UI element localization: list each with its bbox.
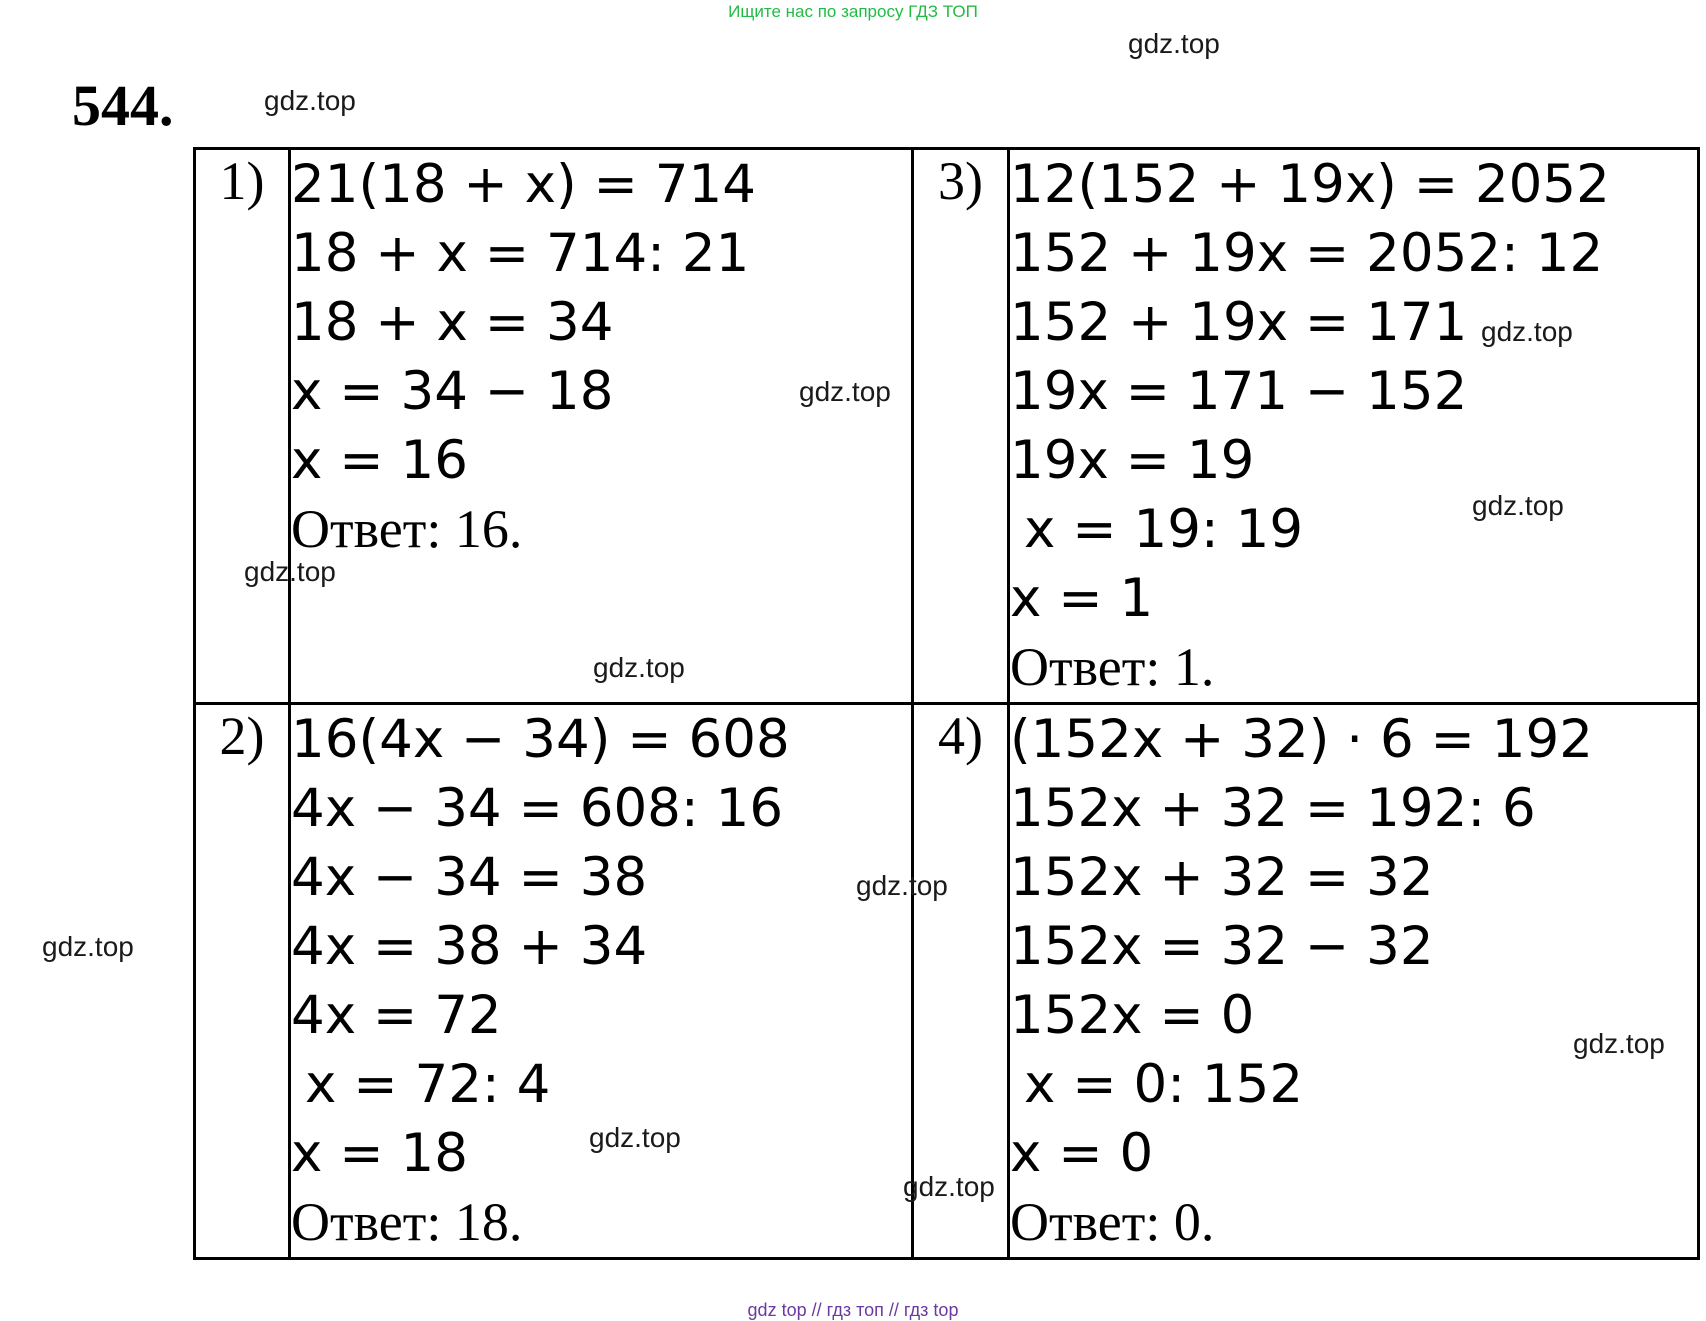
solution-1-answer: Ответ: 16. — [291, 499, 523, 559]
solution-2-line: 16(4x − 34) = 608 — [291, 709, 790, 770]
solution-2-line: 4x = 72 — [291, 985, 502, 1046]
watermark: gdz.top — [1472, 490, 1564, 521]
solution-2-number: 2) — [195, 704, 290, 1259]
solution-2-line: 4x = 38 + 34 — [291, 916, 648, 977]
problem-number: 544. — [72, 73, 174, 138]
solutions-row-top — [195, 149, 1699, 704]
watermark: gdz.top — [42, 931, 134, 962]
solution-4-line: 152x + 32 = 32 — [1010, 847, 1434, 908]
solution-1-steps — [290, 149, 913, 704]
watermark: gdz.top — [799, 376, 891, 407]
solution-4-steps — [1009, 704, 1699, 1259]
solution-2-answer: Ответ: 18. — [291, 1192, 523, 1252]
solution-1-number: 1) — [195, 149, 290, 704]
solution-3-line: 12(152 + 19x) = 2052 — [1010, 154, 1610, 215]
solution-1-line: x = 34 − 18 — [291, 361, 614, 422]
solution-4-line: 152x + 32 = 192: 6 — [1010, 778, 1536, 839]
solution-3-number: 3) — [913, 149, 1009, 704]
solution-1-line: 18 + x = 34 — [291, 292, 614, 353]
solution-2-steps — [290, 704, 913, 1259]
watermark: gdz.top — [244, 556, 336, 587]
solution-4-number: 4) — [913, 704, 1009, 1259]
solution-3-steps — [1009, 149, 1699, 704]
watermark: gdz.top — [1128, 28, 1220, 59]
watermark: gdz.top — [903, 1171, 995, 1202]
solution-3-line: 19x = 171 − 152 — [1010, 361, 1468, 422]
search-banner: Ищите нас по запросу ГДЗ ТОП — [728, 2, 978, 21]
solution-3-line: x = 1 — [1010, 568, 1154, 629]
solution-3-line: 19x = 19 — [1010, 430, 1255, 491]
watermark: gdz.top — [593, 652, 685, 683]
solution-4-line: x = 0: 152 — [1024, 1054, 1304, 1115]
watermark: gdz.top — [856, 870, 948, 901]
solution-2-line: 4x − 34 = 608: 16 — [291, 778, 784, 839]
solution-1-line: 21(18 + x) = 714 — [291, 154, 756, 215]
solution-4-answer: Ответ: 0. — [1010, 1192, 1215, 1252]
solution-1-line: x = 16 — [291, 430, 468, 491]
watermark: gdz.top — [1573, 1028, 1665, 1059]
solution-1-line: 18 + x = 714: 21 — [291, 223, 750, 284]
solution-3-line: x = 19: 19 — [1024, 499, 1304, 560]
solution-2-line: 4x − 34 = 38 — [291, 847, 648, 908]
solution-2-line: x = 18 — [291, 1123, 468, 1184]
solution-4-line: (152x + 32) · 6 = 192 — [1010, 709, 1593, 770]
watermark: gdz.top — [1481, 316, 1573, 347]
solution-3-line: 152 + 19x = 171 — [1010, 292, 1468, 353]
solution-4-line: 152x = 0 — [1010, 985, 1255, 1046]
solution-3-line: 152 + 19x = 2052: 12 — [1010, 223, 1604, 284]
solution-4-line: x = 0 — [1010, 1123, 1154, 1184]
footer-caption: gdz top // гдз топ // гдз top — [747, 1300, 959, 1320]
solution-3-answer: Ответ: 1. — [1010, 637, 1215, 697]
watermark: gdz.top — [589, 1122, 681, 1153]
solution-2-line: x = 72: 4 — [305, 1054, 551, 1115]
solutions-table — [193, 147, 1700, 1260]
solution-4-line: 152x = 32 − 32 — [1010, 916, 1434, 977]
watermark: gdz.top — [264, 85, 356, 116]
